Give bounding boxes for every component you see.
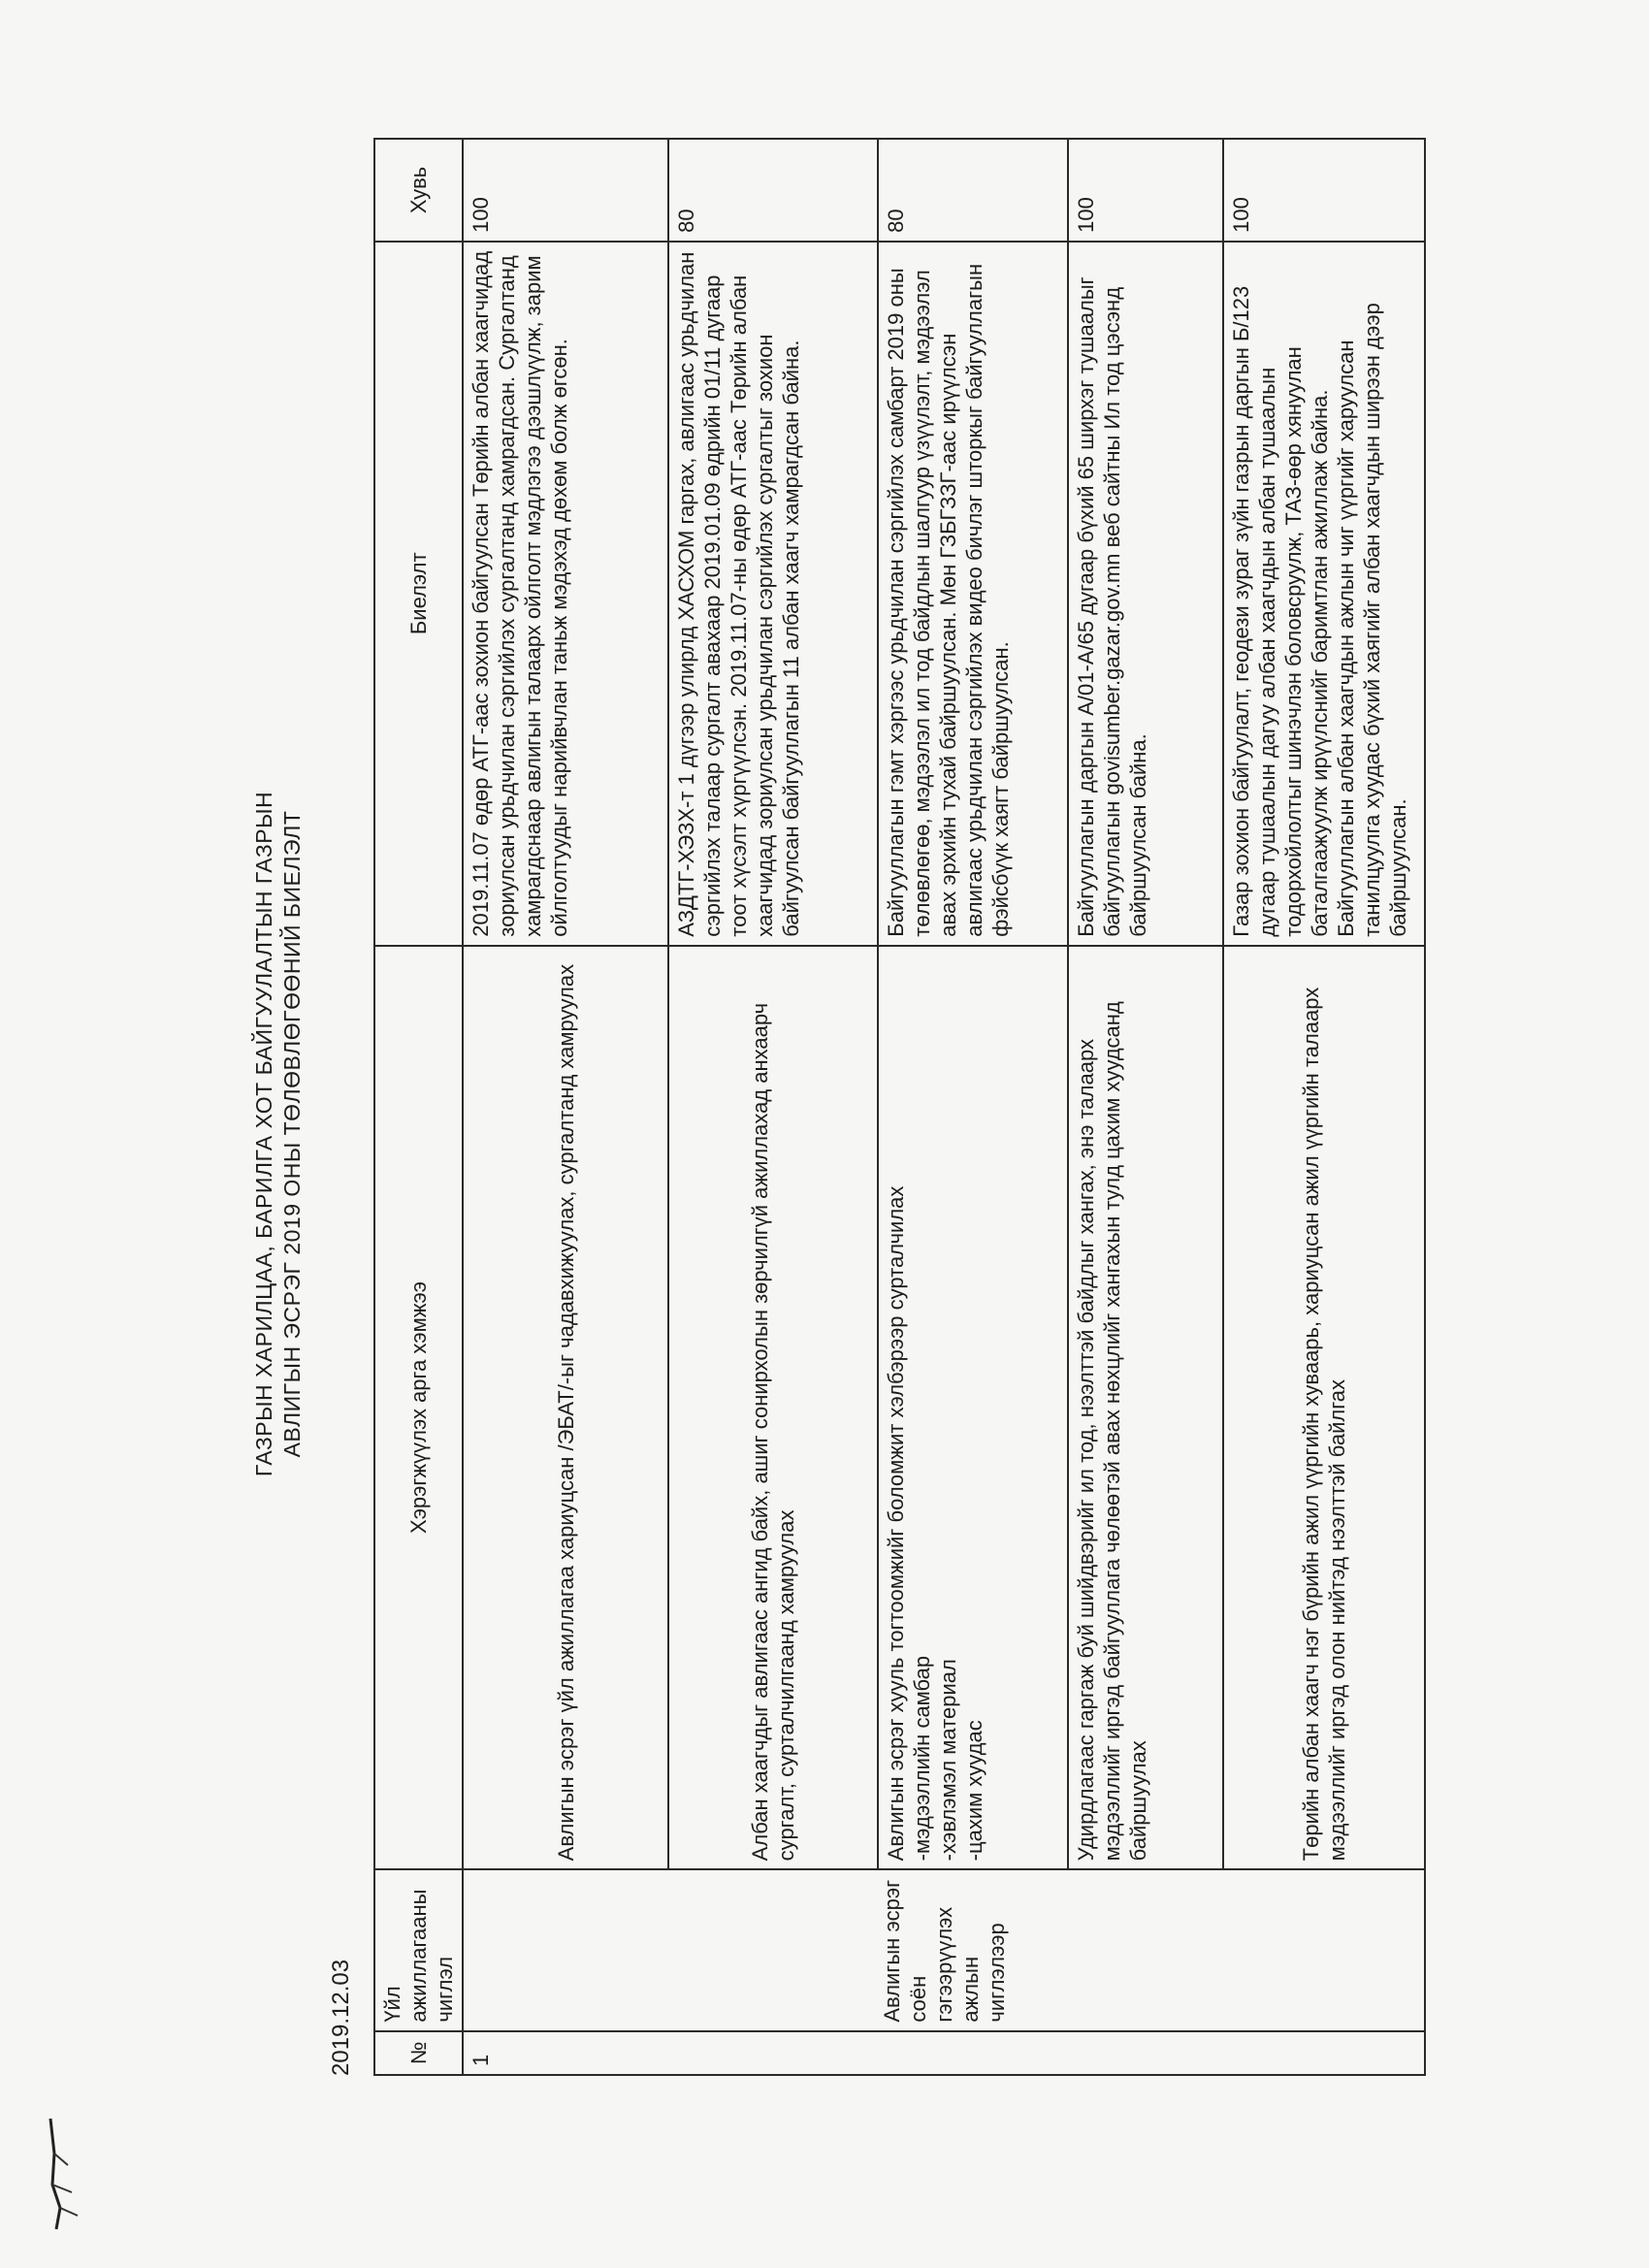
measure-line: -хэвлэмэл материал (936, 1659, 960, 1862)
header-measures: Хэрэгжүүлэх арга хэмжээ (374, 946, 463, 1870)
percent-cell: 80 (878, 139, 1068, 242)
plan-table (373, 138, 1426, 2076)
pen-mark-scribble (39, 2115, 97, 2231)
percent-cell: 80 (668, 139, 878, 242)
table-row (1223, 139, 1425, 2075)
performance-cell: Байгууллагын гэмт хэргээс урьдчилан сэргийлэх самбарт 2019 оны төлөвлөгөө, мэдээлэл ил тод байдлын шалгуур үзүүлэлт, мэдээлэл авах эрхийн тухай байршуулсан. Мөн ГЗБГЗЗГ-аас ирүүлсэн авлигаас урьдчилан сэргийлэх видео бичлэг шторкыг байгууллагын фэйсбүүк хаягт байршуулсан. (878, 242, 1068, 946)
header-percent: Хувь (374, 139, 463, 242)
measure-cell: Албан хаагчдыг авлигаас ангид байх, ашиг сонирхолын зөрчилгүй ажиллахад анхаарч сургалт, сурталчилгаанд хамруулах (668, 946, 878, 1870)
measure-line: -мэдээллийн самбар (910, 1655, 934, 1862)
header-performance: Биелэлт (374, 242, 463, 946)
section-direction: Авлигын эсрэг соён гэгээрүүлэх ажлын чиглэлээр (463, 1869, 1425, 2030)
percent-cell: 100 (463, 139, 668, 242)
percent-cell: 100 (1223, 139, 1425, 242)
performance-cell: Газар зохион байгуулалт, геодези зураг зүйн газрын даргын Б/123 дугаар тушаалын дагуу албан хаагчдын албан тушаалын тодорхойлолтыг шинэчлэн боловсруулж, ТАЗ-өөр хянуулан баталгаажуулж ирүүлснийг баримтлан ажиллаж байна. Байгууллагын албан хаагчдын ажлын чиг үүргийг харуулсан танилцуулга хуудас бүхий хаягийг албан хаагчдын ширээн дээр байршуулсан. (1223, 242, 1425, 946)
performance-cell: 2019.11.07 өдөр АТГ-аас зохион байгуулсан Төрийн албан хаагчидад зориулсан урьдчилан сэргийлэх сургалтанд хамрагдсан. Сургалтанд хамрагдснаар авлигын талаарх ойлголт мэдлэгээ дээшлүүлж, зарим ойлголтуудыг нарийвчлан таньж мэдэхэд дөхөм болж өгсөн. (463, 242, 668, 946)
performance-cell: АЗДТГ-ХЭЗХ-т 1 дүгээр улирлд ХАСХОМ гаргах, авлигаас урьдчилан сэргийлэх талаар сургалт авахаар 2019.01.09 өдрийн 01/11 дугаар тоот хүсэлт хүргүүлсэн. 2019.11.07-ны өдөр АТГ-аас Төрийн албан хаагчидад зориулсан урьдчилан сэргийлэх сургалтыг зохион байгуулсан байгууллагын 11 албан хаагч хамрагдсан байна. (668, 242, 878, 946)
header-direction: Үйл ажиллагааны чиглэл (374, 1869, 463, 2030)
table-row (463, 139, 668, 2075)
title-line-1: ГАЗРЫН ХАРИЛЦАА, БАРИЛГА ХОТ БАЙГУУЛАЛТЫН ГАЗРЫН (251, 791, 276, 1477)
section-number: 1 (463, 2031, 1425, 2075)
document-date: 2019.12.03 (328, 1959, 354, 2076)
document-title (250, 0, 307, 2268)
table-row (668, 139, 878, 2075)
measure-line: Авлигын эсрэг хууль тогтоомжийг боломжит хэлбэрээр сурталчилах (884, 1185, 908, 1862)
header-row (374, 139, 463, 2075)
performance-cell: Байгууллагын даргын А/01-А/65 дугаар бүхий 65 ширхэг тушаалыг байгууллагын govisumber.gazar.gov.mn веб сайтны Ил тод цэсэнд байршуулсан байна. (1068, 242, 1223, 946)
header-no: № (374, 2031, 463, 2075)
percent-cell: 100 (1068, 139, 1223, 242)
measure-cell: Авлигын эсрэг үйл ажиллагаа хариуцсан /ЭБАТ/-ыг чадавхижуулах, сургалтанд хамруулах (463, 946, 668, 1870)
measure-line: -цахим хуудас (962, 1720, 986, 1862)
measure-cell (878, 946, 1068, 1870)
table-row (878, 139, 1068, 2075)
title-line-2: АВЛИГЫН ЭСРЭГ 2019 ОНЫ ТӨЛӨВЛӨГӨӨНИЙ БИЕЛЭЛТ (279, 810, 305, 1458)
measure-cell: Удирдлагаас гаргаж буй шийдвэрийг ил тод, нээлттэй байдлыг хангах, энэ талаарх мэдээллийг иргэд байгууллага чөлөөтэй авах нөхцлийг хангахын тулд цахим хуудсанд байршуулах (1068, 946, 1223, 1870)
measure-cell: Төрийн албан хаагч нэг бүрийн ажил үүргийн хуваарь, хариуцсан ажил үүргийн талаарх мэдээллийг иргэд олон нийтэд нээлттэй байлгах (1223, 946, 1425, 1870)
table-row (1068, 139, 1223, 2075)
